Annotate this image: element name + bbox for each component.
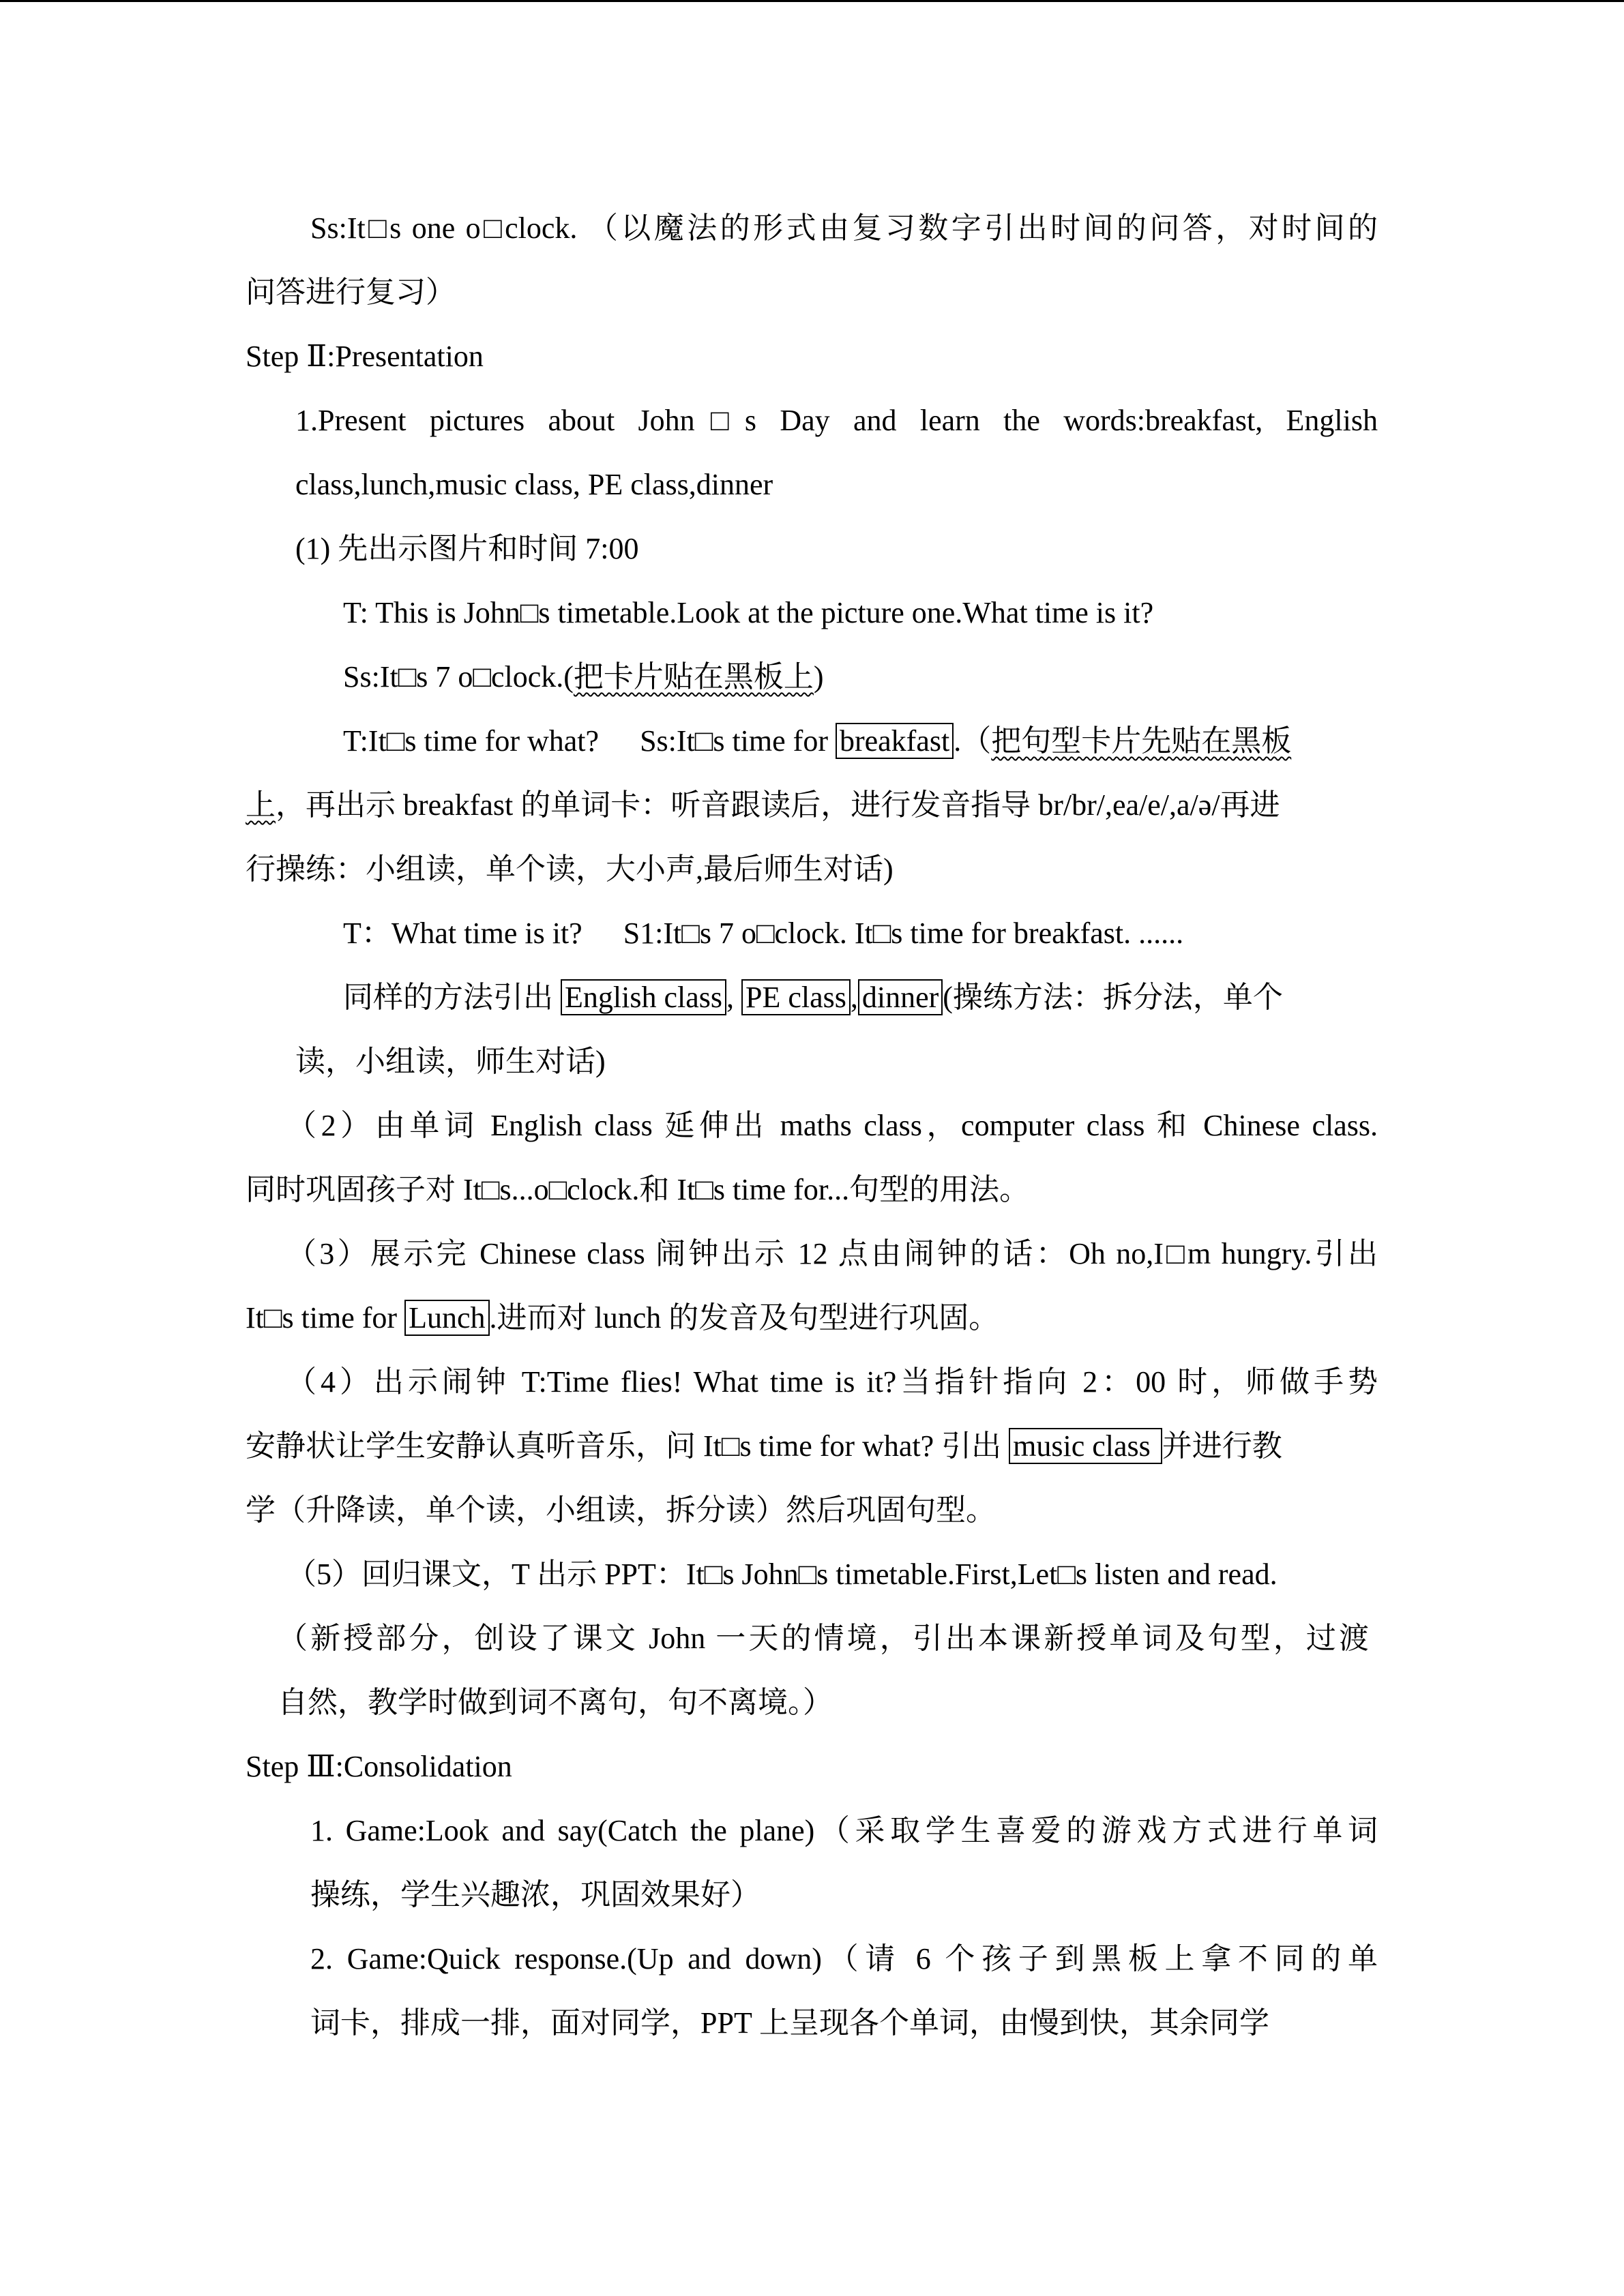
same-method-suffix: (操练方法：拆分法，单个: [943, 981, 1283, 1014]
s1-answer: S1:It□s 7 o□clock. It□s time for breakfast. ......: [623, 916, 1184, 950]
boxed-word-breakfast: breakfast: [836, 723, 954, 759]
note-line2: 自然，教学时做到词不离句，句不离境。）: [278, 1686, 833, 1719]
sub-3-line2: [246, 1299, 999, 1337]
item-1-line2: class,lunch,music class, PE class,dinner: [295, 468, 773, 501]
dialogue-seven-oclock-close: ): [813, 660, 824, 694]
sub-5-line1: （5）回归课文，T 出示 PPT：It□s John□s timetable.First,Let□s listen and read.: [286, 1557, 1278, 1591]
sub-3-line1: （3）展示完 Chinese class 闹钟出示 12 点由闹钟的话：Oh no,I□m hungry.引出: [286, 1237, 1378, 1270]
paragraph-ss-one-oclock-line2: 问答进行复习）: [246, 275, 456, 309]
teacher-what-time: T：What time is it?: [343, 916, 582, 950]
boxed-word-english-class: English class: [561, 979, 726, 1015]
note-line1: （新授部分，创设了课文 John 一天的情境，引出本课新授单词及句型，过渡: [278, 1622, 1369, 1655]
dialogue-seven-oclock-text: Ss:It□s 7 o□clock.(: [343, 660, 574, 694]
step-3-heading: Step Ⅲ:Consolidation: [246, 1750, 512, 1783]
sentence-card-note-end: 上: [246, 788, 276, 822]
sub-4-line3: 学（升降读，单个读，小组读，拆分读）然后巩固句型。: [246, 1493, 996, 1527]
student-answer: Ss:It□s time for: [640, 724, 836, 758]
dialogue-what-time-s1: [343, 914, 1183, 953]
sub-2-line1: （2）由单词 English class 延伸出 maths class，computer class 和 Chinese class.: [286, 1109, 1378, 1142]
same-method-line1: [343, 979, 1283, 1017]
dialogue-punct: .（: [954, 724, 992, 758]
game-1-line1: 1. Game:Look and say(Catch the plane)（采取学生喜爱的游戏方式进行单词: [310, 1814, 1378, 1847]
sub-2-line2: 同时巩固孩子对 It□s...o□clock.和 It□s time for...句型的用法。: [246, 1173, 1030, 1206]
breakfast-instruction-text: ，再出示 breakfast 的单词卡：听音跟读后，进行发音指导 br/br/,ea/e/,a/ə/再进: [276, 788, 1280, 822]
dialogue-seven-oclock: [343, 658, 824, 696]
sentence-card-note: 把句型卡片先贴在黑板: [991, 724, 1292, 758]
separator: ,: [850, 981, 858, 1014]
sub-1-heading: (1) 先出示图片和时间 7:00: [295, 532, 639, 565]
paragraph-ss-one-oclock-line1: Ss:It□s one o□clock. （以魔法的形式由复习数字引出时间的问答，对时间的: [310, 211, 1378, 245]
sub-4-line1: （4）出示闹钟 T:Time flies! What time is it?当指针指向 2：00 时，师做手势: [286, 1365, 1378, 1399]
separator: ,: [726, 981, 741, 1014]
game-1-line2: 操练，学生兴趣浓，巩固效果好）: [310, 1878, 761, 1911]
card-on-board-note: 把卡片贴在黑板上: [573, 660, 814, 694]
dialogue-timetable-question: T: This is John□s timetable.Look at the picture one.What time is it?: [343, 596, 1154, 629]
breakfast-instruction-line2: [246, 786, 1280, 824]
boxed-word-dinner: dinner: [858, 979, 943, 1015]
same-method-line2: 读，小组读，师生对话): [295, 1045, 606, 1078]
breakfast-instruction-line3: 行操练：小组读，单个读，大小声,最后师生对话): [246, 852, 894, 886]
sub-3-prefix: It□s time for: [246, 1301, 405, 1335]
step-2-heading: Step Ⅱ:Presentation: [246, 340, 484, 373]
sub-3-suffix: .进而对 lunch 的发音及句型进行巩固。: [489, 1301, 999, 1335]
game-2-line2: 词卡，排成一排，面对同学，PPT 上呈现各个单词，由慢到快，其余同学: [310, 2006, 1270, 2040]
same-method-prefix: 同样的方法引出: [343, 981, 561, 1014]
item-1-line1: 1.Present pictures about John□s Day and learn the words:breakfast, English: [295, 404, 1378, 437]
boxed-word-lunch: Lunch: [404, 1300, 489, 1336]
boxed-word-pe-class: PE class: [741, 979, 851, 1015]
dialogue-time-for-what: [343, 722, 1291, 760]
teacher-question: T:It□s time for what?: [343, 724, 600, 758]
sub-4-line2: [246, 1427, 1282, 1465]
sub-4-suffix: 并进行教: [1162, 1429, 1282, 1463]
boxed-word-music-class: music class: [1009, 1428, 1162, 1464]
game-2-line1: 2. Game:Quick response.(Up and down)（请 6 个孩子到黑板上拿不同的单: [310, 1942, 1378, 1976]
sub-4-prefix: 安静状让学生安静认真听音乐，问 It□s time for what? 引出: [246, 1429, 1009, 1463]
